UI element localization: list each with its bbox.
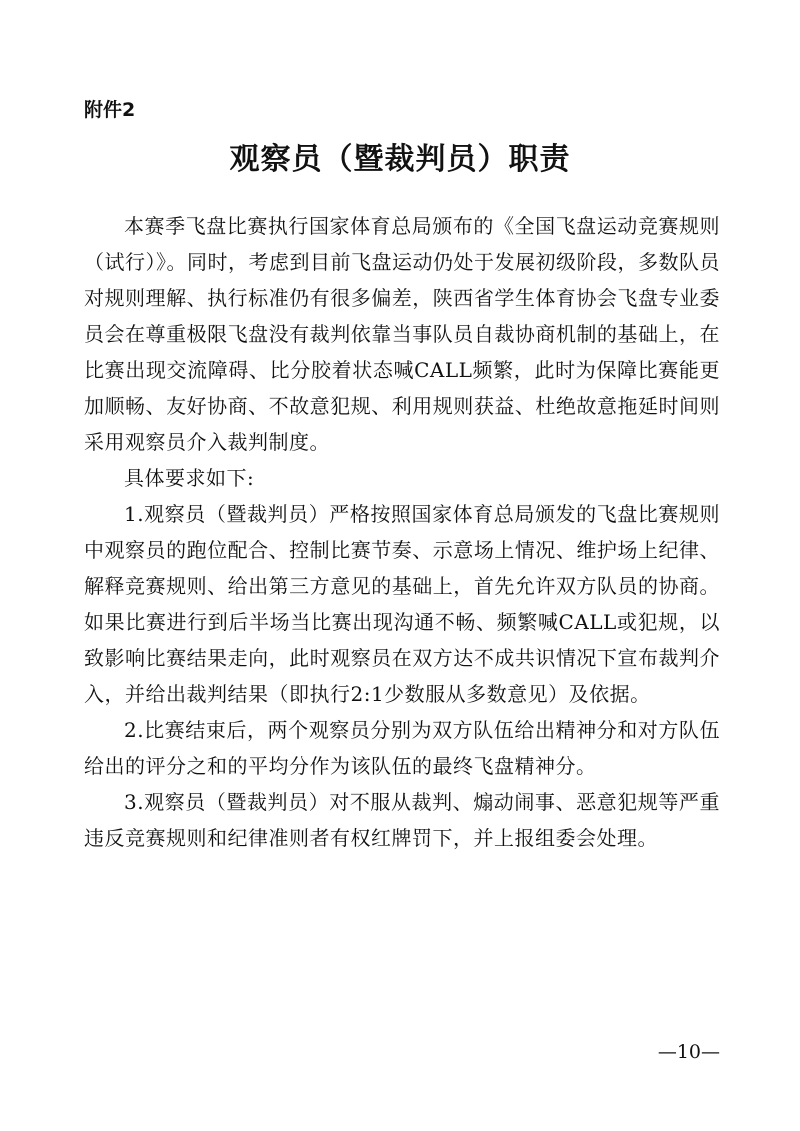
paragraph-intro: 本赛季飞盘比赛执行国家体育总局颁布的《全国飞盘运动竞赛规则（试行）》。同时，考虑到目前飞盘运动仍处于发展初级阶段，多数队员对规则理解、执行标准仍有很多偏差，陕西省学生体育协会飞盘专业委员会在尊重极限飞盘没有裁判依靠当事队员自裁协商机制的基础上，在比赛出现交流障碍、比分胶着状态喊CALL频繁，此时为保障比赛能更加顺畅、友好协商、不故意犯规、利用规则获益、杜绝故意拖延时间则采用观察员介入裁判制度。 bbox=[84, 214, 720, 454]
paragraph-requirement-3: 3.观察员（暨裁判员）对不服从裁判、煽动闹事、恶意犯规等严重违反竞赛规则和纪律准则者有权红牌罚下，并上报组委会处理。 bbox=[84, 790, 720, 850]
paragraph-requirement-2: 2.比赛结束后，两个观察员分别为双方队伍给出精神分和对方队伍给出的评分之和的平均分作为该队伍的最终飞盘精神分。 bbox=[84, 718, 720, 778]
paragraph-requirement-1: 1.观察员（暨裁判员）严格按照国家体育总局颁发的飞盘比赛规则中观察员的跑位配合、控制比赛节奏、示意场上情况、维护场上纪律、解释竞赛规则、给出第三方意见的基础上，首先允许双方队员的协商。如果比赛进行到后半场当比赛出现沟通不畅、频繁喊CALL或犯规，以致影响比赛结果走向，此时观察员在双方达不成共识情况下宣布裁判介入，并给出裁判结果（即执行2:1少数服从多数意见）及依据。 bbox=[84, 502, 720, 706]
page-title: 观察员（暨裁判员）职责 bbox=[229, 142, 571, 177]
document-body bbox=[84, 208, 720, 856]
attachment-label: 附件2 bbox=[84, 99, 136, 121]
page-number: —10— bbox=[657, 1041, 720, 1063]
paragraph-requirements-heading: 具体要求如下: bbox=[124, 466, 255, 490]
